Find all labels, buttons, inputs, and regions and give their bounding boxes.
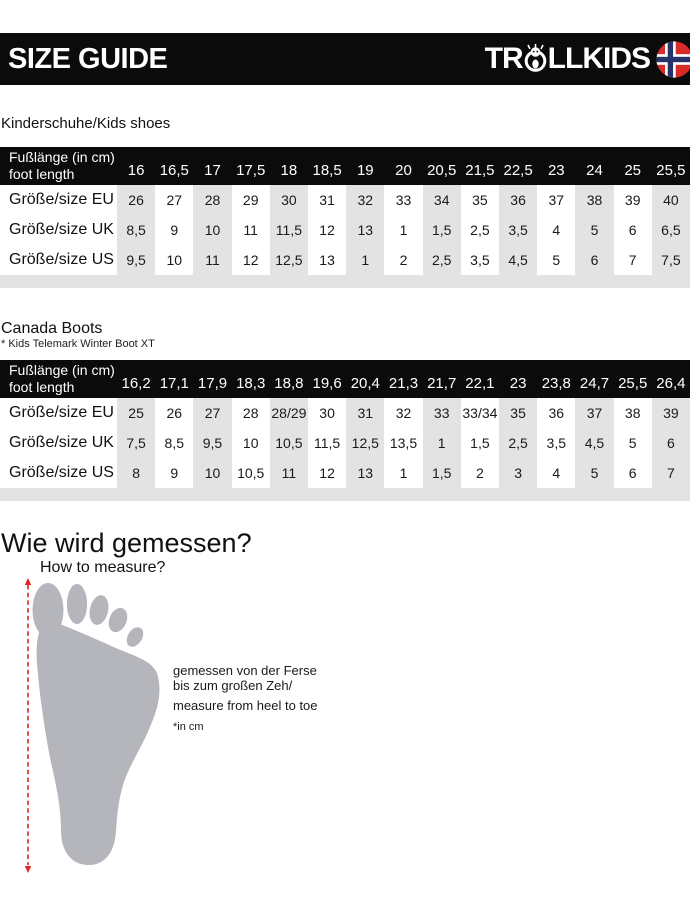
- size-cell: 6,5: [661, 222, 681, 238]
- page-title: SIZE GUIDE: [8, 42, 168, 75]
- header-cell: 19,6: [312, 375, 342, 392]
- size-cell: 8: [132, 465, 140, 481]
- size-cell: 6: [614, 458, 652, 488]
- header-cell: 23,8: [541, 375, 571, 392]
- table-row-us: Größe/size US 8 9 10 10,5 11 12 13 1 1,5 2 3 4 5 6 7: [0, 458, 690, 488]
- brand-text-post: LLKIDS: [547, 42, 650, 75]
- size-cell: 8,5: [126, 222, 146, 238]
- size-cell: 4: [537, 458, 575, 488]
- size-cell: 6: [590, 252, 599, 268]
- size-cell: 27: [155, 185, 193, 215]
- foot-length-values: [117, 360, 690, 398]
- header-cell: 17,9: [197, 375, 228, 392]
- size-cell: 10: [204, 222, 221, 238]
- size-cell: 31: [357, 405, 374, 421]
- table-header-row: [0, 147, 690, 185]
- measure-heading: Wie wird gemessen?: [1, 528, 252, 558]
- header-cell: 19: [356, 162, 374, 179]
- size-cell: 4,5: [508, 252, 528, 268]
- header-cell: 16,5: [159, 162, 189, 179]
- size-cell: 33: [384, 185, 422, 215]
- size-cell: 5: [590, 222, 599, 238]
- size-cell: 8,5: [155, 428, 193, 458]
- troll-icon: [524, 44, 547, 74]
- size-cell: 31: [308, 185, 346, 215]
- size-cell: 32: [384, 398, 422, 428]
- size-cell: 10: [155, 245, 193, 275]
- foot-length-header: Fußlänge (in cm) foot length: [9, 149, 115, 182]
- table-row-eu: Größe/size EU 26 27 28 29 30 31 32 33 34 35 36 37 38 39 40: [0, 185, 690, 215]
- header-cell: 21,7: [427, 375, 457, 392]
- size-cell: 11,5: [308, 428, 346, 458]
- header-cell: 26,4: [656, 375, 686, 392]
- size-cell: 32: [357, 192, 374, 208]
- size-cell: 37: [586, 405, 603, 421]
- size-cell: 25: [128, 405, 144, 421]
- header-cell: 24: [586, 162, 603, 179]
- foot-length-header: Fußlänge (in cm) foot length: [9, 362, 115, 395]
- size-cell: 34: [433, 192, 450, 208]
- size-cell: 28/29: [271, 405, 307, 421]
- header-cell: 18,3: [236, 375, 266, 392]
- size-cell: 4: [537, 215, 575, 245]
- size-cell: 3,5: [461, 245, 499, 275]
- size-cell: 3: [514, 465, 522, 481]
- header-bar: [0, 33, 690, 85]
- table-row-uk: Größe/size UK 7,5 8,5 9,5 10 10,5 11,5 12,5 13,5 1 1,5 2,5 3,5 4,5 5 6: [0, 428, 690, 458]
- size-cell: 1,5: [431, 222, 452, 238]
- size-cell: 27: [204, 405, 221, 421]
- size-cell: 40: [663, 192, 679, 208]
- size-cell: 26: [128, 192, 144, 208]
- header-cell: 25,5: [618, 375, 648, 392]
- size-cell: 1: [384, 458, 422, 488]
- size-cell: 13: [308, 245, 346, 275]
- size-cell: 28: [204, 192, 221, 208]
- size-cell: 28: [232, 398, 270, 428]
- size-cell: 36: [510, 192, 526, 208]
- foot-illustration: [30, 579, 162, 871]
- size-cell: 10: [204, 465, 221, 481]
- size-cell: 12: [232, 245, 270, 275]
- table-body: [0, 185, 690, 288]
- header-cell: 21,3: [388, 375, 419, 392]
- measure-subheading: How to measure?: [40, 559, 166, 576]
- measure-diagram: [0, 577, 690, 877]
- kids-shoes-caption: Kinderschuhe/Kids shoes: [1, 115, 171, 132]
- note-line-1: gemessen von der Ferse: [173, 663, 317, 678]
- size-cell: 29: [232, 185, 270, 215]
- header-cell: 21,5: [465, 162, 495, 179]
- header-cell: 17: [204, 162, 221, 179]
- size-cell: 37: [537, 185, 575, 215]
- size-cell: 5: [614, 428, 652, 458]
- brand-text-pre: TR: [484, 42, 523, 75]
- size-cell: 12,5: [351, 435, 379, 451]
- size-cell: 7: [614, 245, 652, 275]
- size-cell: 1: [437, 435, 446, 451]
- header-cell: 25: [624, 162, 642, 179]
- size-cell: 1,5: [431, 465, 452, 481]
- note-line-3: measure from heel to toe: [173, 698, 318, 713]
- size-cell: 10,5: [232, 458, 270, 488]
- size-cell: 13,5: [384, 428, 422, 458]
- size-cell: 9: [155, 215, 193, 245]
- size-cell: 2: [461, 458, 499, 488]
- size-cell: 2,5: [508, 435, 528, 451]
- size-cell: 9: [155, 458, 193, 488]
- size-cell: 39: [614, 185, 652, 215]
- size-cell: 4,5: [584, 435, 605, 451]
- size-cell: 7: [667, 465, 675, 481]
- table-row-eu: Größe/size EU 25 26 27 28 28/29 30 31 32 33 33/34 35 36 37 38 39: [0, 398, 690, 428]
- size-cell: 10,5: [275, 435, 303, 451]
- size-cell: 11: [205, 252, 220, 268]
- size-cell: 7,5: [126, 435, 146, 451]
- size-cell: 9,5: [202, 435, 223, 451]
- size-cell: 11,5: [275, 222, 302, 238]
- size-cell: 6: [667, 435, 675, 451]
- header-cell: 20: [395, 162, 412, 179]
- size-cell: 7,5: [661, 252, 681, 268]
- size-cell: 12: [308, 458, 346, 488]
- canada-boots-subcaption: * Kids Telemark Winter Boot XT: [1, 338, 155, 350]
- table-body: [0, 398, 690, 501]
- header-cell: 18,8: [274, 375, 304, 392]
- measure-note: [173, 663, 318, 735]
- size-cell: 11: [281, 465, 297, 481]
- brand-logo: [485, 41, 690, 78]
- header-cell: 17,1: [159, 375, 189, 392]
- size-cell: 35: [510, 405, 526, 421]
- header-cell: 22,5: [503, 162, 533, 179]
- canada-boots-table: [0, 360, 690, 501]
- size-cell: 5: [537, 245, 575, 275]
- canada-boots-caption-block: [1, 319, 690, 351]
- size-cell: 9,5: [126, 252, 146, 268]
- header-cell: 25,5: [656, 162, 686, 179]
- size-cell: 13: [357, 222, 374, 238]
- size-cell: 6: [614, 215, 652, 245]
- size-cell: 1: [384, 215, 422, 245]
- header-cell: 16: [127, 162, 145, 179]
- size-cell: 13: [357, 465, 374, 481]
- size-cell: 33/34: [461, 398, 499, 428]
- header-cell: 16,2: [121, 375, 151, 392]
- size-cell: 38: [586, 192, 603, 208]
- table-row-us: Größe/size US 9,5 10 11 12 12,5 13 1 2 2,5 3,5 4,5 5 6 7 7,5: [0, 245, 690, 275]
- size-cell: 39: [663, 405, 679, 421]
- size-cell: 3,5: [508, 222, 528, 238]
- size-cell: 10: [232, 428, 270, 458]
- size-cell: 33: [433, 405, 450, 421]
- norway-flag-icon: [656, 41, 690, 78]
- foot-length-values: [117, 147, 690, 185]
- size-cell: 2,5: [461, 215, 499, 245]
- header-cell: 20,4: [350, 375, 380, 392]
- size-cell: 12: [308, 215, 346, 245]
- size-cell: 1: [361, 252, 370, 268]
- size-cell: 35: [461, 185, 499, 215]
- header-cell: 20,5: [427, 162, 457, 179]
- size-cell: 30: [308, 398, 346, 428]
- header-cell: 17,5: [236, 162, 266, 179]
- header-cell: 23: [547, 162, 565, 179]
- size-cell: 36: [537, 398, 575, 428]
- header-cell: 22,1: [465, 375, 495, 392]
- size-cell: 5: [590, 465, 599, 481]
- size-cell: 30: [281, 192, 297, 208]
- header-cell: 18: [280, 162, 298, 179]
- size-cell: 38: [614, 398, 652, 428]
- canada-boots-caption: Canada Boots: [1, 320, 103, 337]
- size-cell: 26: [155, 398, 193, 428]
- header-cell: 24,7: [579, 375, 610, 392]
- size-cell: 11: [232, 215, 270, 245]
- size-cell: 1,5: [461, 428, 499, 458]
- note-line-2: bis zum großen Zeh/: [173, 678, 293, 693]
- size-cell: 12,5: [275, 252, 303, 268]
- table-row-uk: Größe/size UK 8,5 9 10 11 11,5 12 13 1 1,5 2,5 3,5 4 5 6 6,5: [0, 215, 690, 245]
- table-header-row: [0, 360, 690, 398]
- size-cell: 2,5: [431, 252, 452, 268]
- size-cell: 2: [384, 245, 422, 275]
- header-cell: 23: [509, 375, 527, 392]
- header-cell: 18,5: [312, 162, 342, 179]
- note-line-4: *in cm: [173, 721, 204, 733]
- kids-shoes-table: [0, 147, 690, 288]
- size-cell: 3,5: [537, 428, 575, 458]
